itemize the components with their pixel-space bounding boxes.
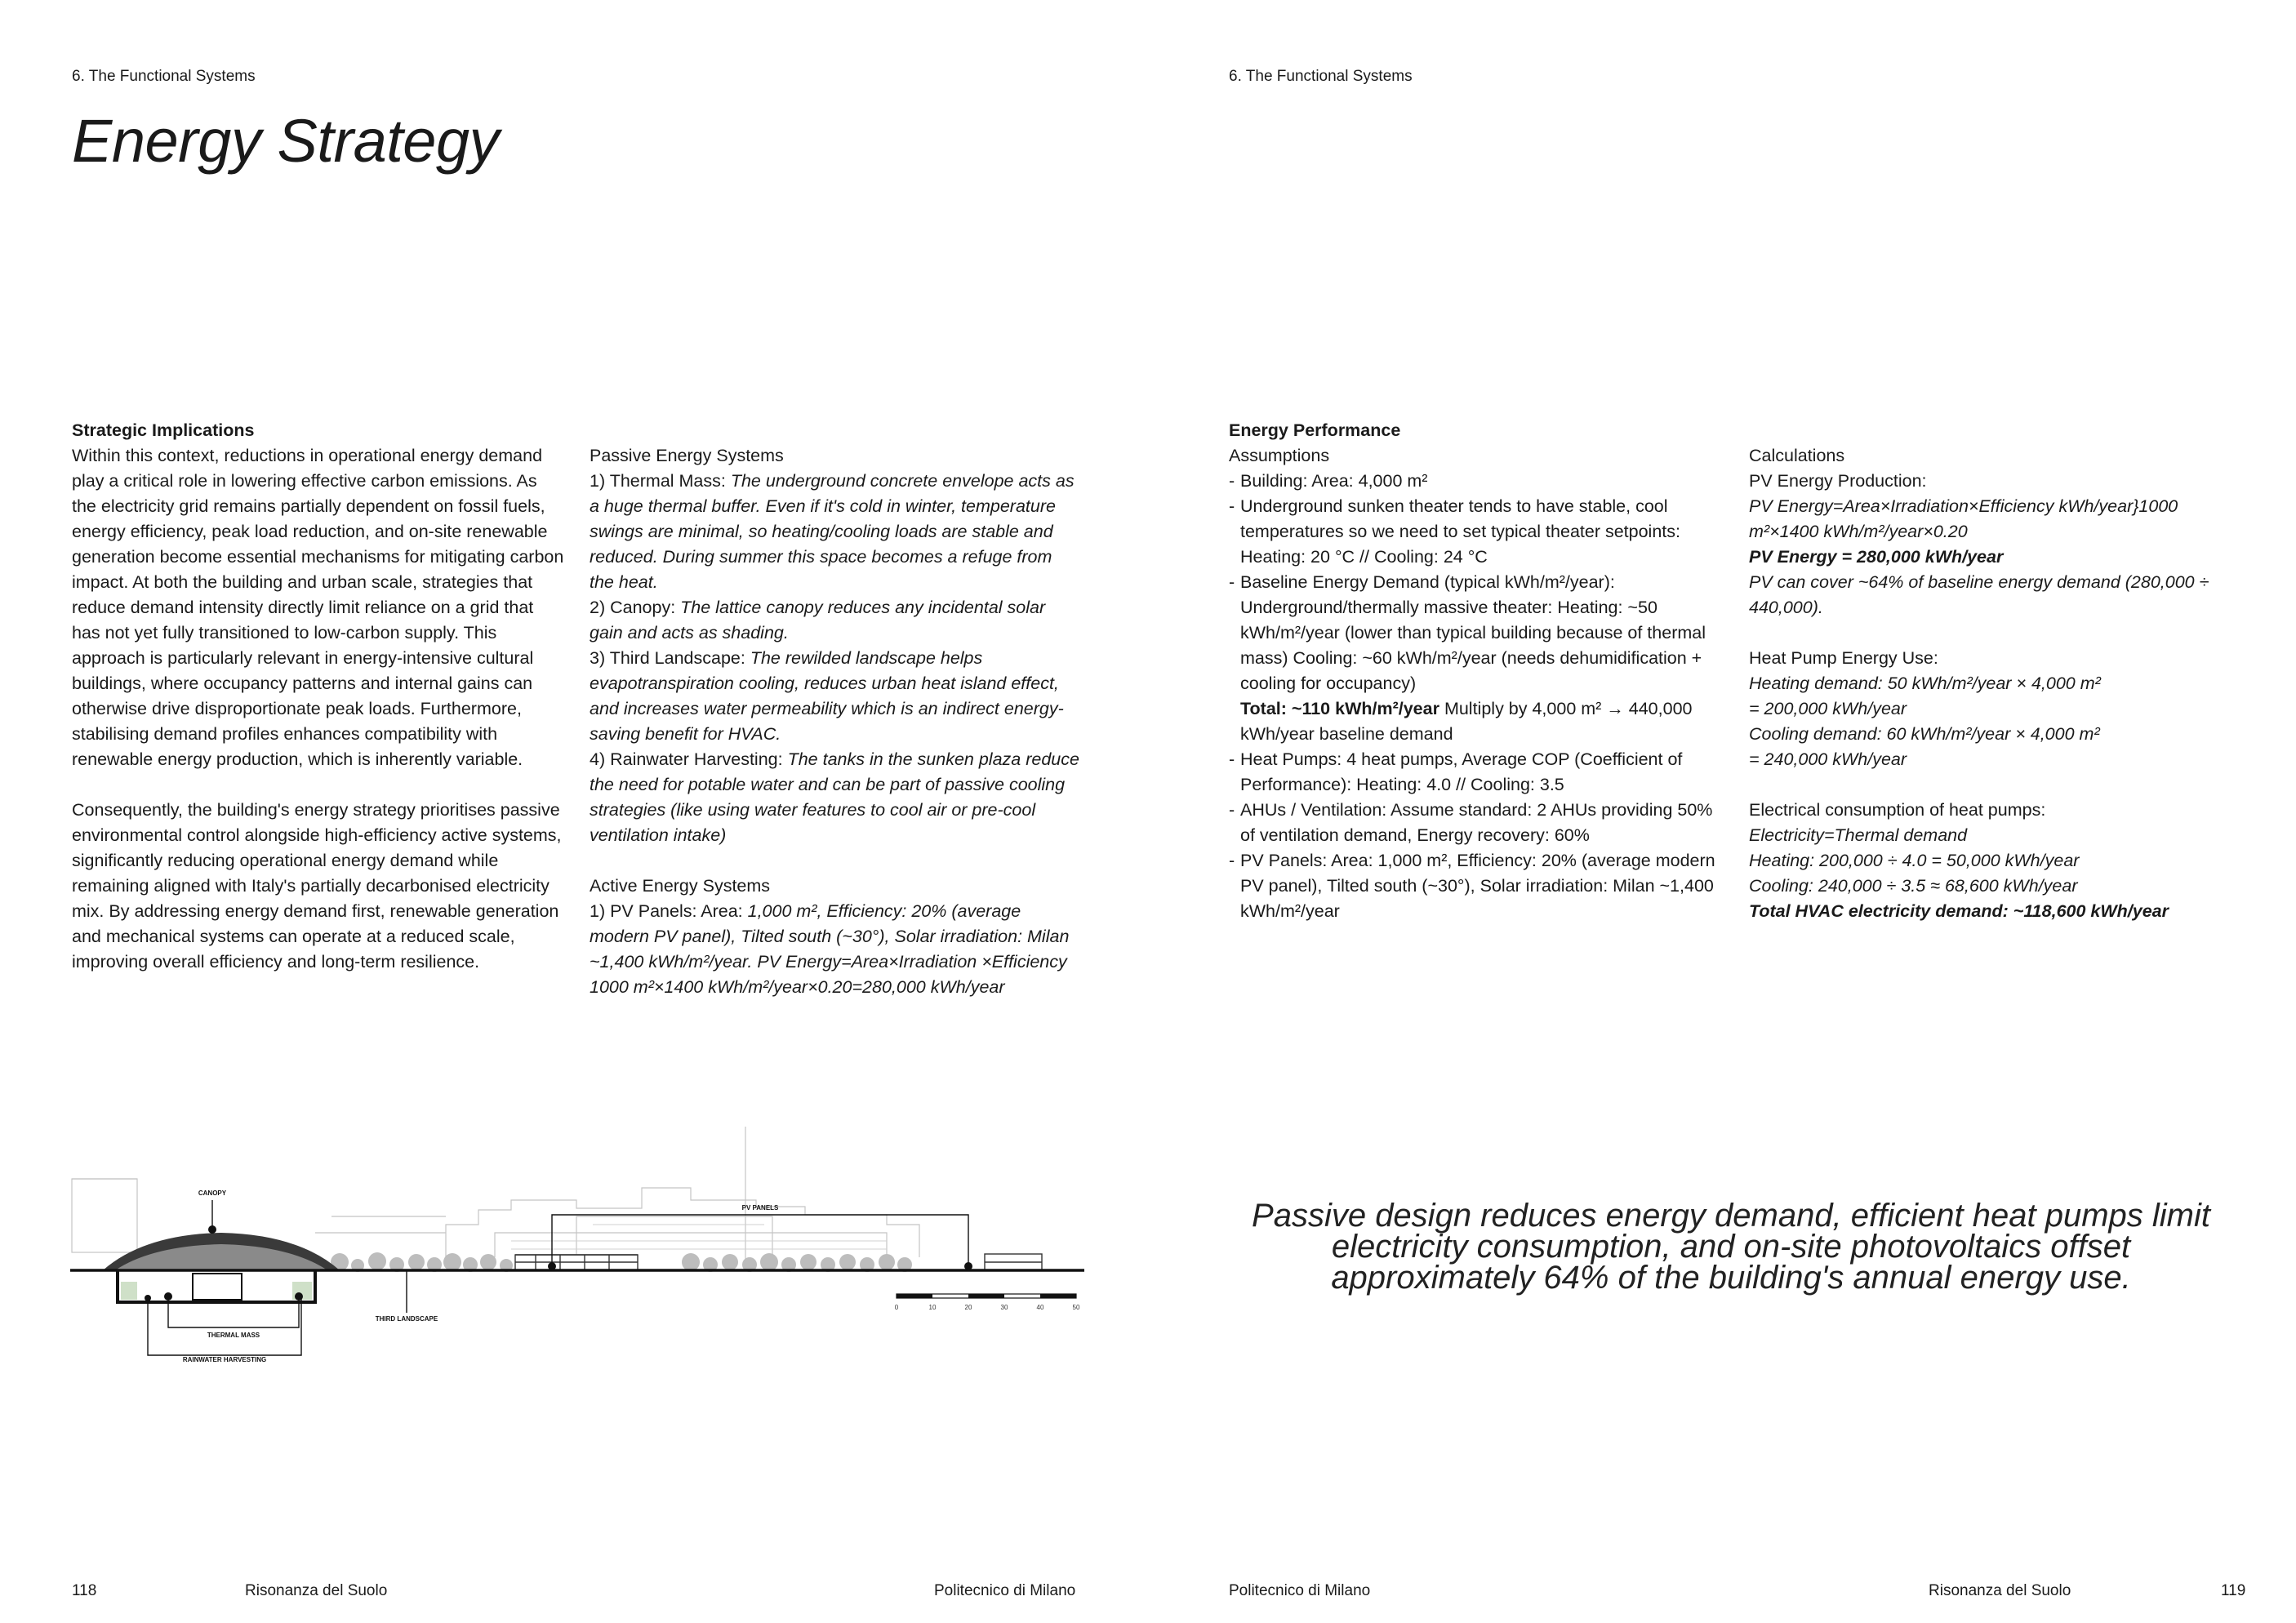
label-rainwater-harvesting: RAINWATER HARVESTING: [182, 1356, 267, 1363]
pv-production-heading: PV Energy Production:: [1749, 471, 1927, 491]
assumptions-heading: Assumptions: [1229, 446, 1330, 465]
assumptions-list: [1229, 469, 1719, 924]
pull-quote: Passive design reduces energy demand, efficient heat pumps limit electricity consumption, and on-site photovoltaics offset approximately 64% of the building's annual energy use.: [1252, 1198, 2210, 1296]
assumption-ahus: - AHUs / Ventilation: Assume standard: 2 AHUs providing 50% of ventilation demand, Energy recovery: 60%: [1229, 798, 1719, 848]
passive-systems-heading: Passive Energy Systems: [590, 446, 784, 465]
footer-book-left: Risonanza del Suolo: [245, 1582, 388, 1599]
strategic-implications-column: [72, 418, 566, 975]
calculations-column: [1749, 443, 2247, 924]
footer-book-right: Risonanza del Suolo: [1929, 1582, 2071, 1599]
building-section-drawing: [70, 1118, 1091, 1363]
assumption-setpoints: - Underground sunken theater tends to have stable, cool temperatures so we need to set typical theater setpoints: Heating: 20 °C // Cooling: 24 °C: [1229, 494, 1719, 570]
baseline-total: Total: ~110 kWh/m²/year Multiply by 4,000 m² → 440,000 kWh/year baseline demand: [1240, 699, 1693, 744]
hvac-total: Total HVAC electricity demand: ~118,600 kWh/year: [1749, 901, 2169, 921]
active-systems-heading: Active Energy Systems: [590, 876, 771, 896]
scale-tick-30: 30: [1000, 1304, 1008, 1311]
scale-tick-0: 0: [894, 1304, 899, 1311]
electrical-line: Heating: 200,000 ÷ 4.0 = 50,000 kWh/year: [1749, 851, 2080, 870]
passive-item-rainwater: 4) Rainwater Harvesting: The tanks in the sunken plaza reduce the need for potable water and can be part of passive cooling strategies (like using water features to cool air or pre-cool ventilation intake): [590, 749, 1079, 845]
assumption-heat-pumps: - Heat Pumps: 4 heat pumps, Average COP (Coefficient of Performance): Heating: 4.0 // Cooling: 3.5: [1229, 747, 1719, 798]
scale-tick-20: 20: [964, 1304, 972, 1311]
strategic-paragraph-2: Consequently, the building's energy strategy prioritises passive environmental control alongside high-efficiency active systems, significantly reducing operational energy demand while remaining aligned with Italy's partially decarbonised electricity mix. By addressing energy demand first, renewable generation and mechanical systems can operate at a reduced scale, improving overall efficiency and long-term resilience.: [72, 800, 562, 972]
chapter-label-right: 6. The Functional Systems: [1229, 68, 1413, 85]
scale-tick-10: 10: [928, 1304, 937, 1311]
page-number-right: 119: [2221, 1582, 2246, 1599]
assumption-pv-panels: - PV Panels: Area: 1,000 m², Efficiency: 20% (average modern PV panel), Tilted south (~30°), Solar irradiation: Milan ~1,400 kWh/m²/year: [1229, 848, 1719, 924]
scale-tick-50: 50: [1072, 1304, 1080, 1311]
active-item-pv: 1) PV Panels: Area: 1,000 m², Efficiency: 20% (average modern PV panel), Tilted south (~30°), Solar irradiation: Milan ~1,400 kWh/m²/year. PV Energy=Area×Irradiation ×Efficiency 1000 m²×1400 kWh/m²/year×0.20=280,000 kWh/year: [590, 901, 1070, 997]
theater-pavilion: [515, 1254, 1042, 1270]
electrical-line: Cooling: 240,000 ÷ 3.5 ≈ 68,600 kWh/year: [1749, 876, 2078, 896]
pv-coverage: PV can cover ~64% of baseline energy demand (280,000 ÷ 440,000).: [1749, 572, 2209, 617]
heat-pump-line: Heating demand: 50 kWh/m²/year × 4,000 m²: [1749, 674, 2101, 693]
electrical-line: Electricity=Thermal demand: [1749, 825, 1968, 845]
annotation-lines: [148, 1200, 968, 1355]
label-pv-panels: PV PANELS: [741, 1204, 779, 1212]
strategic-paragraph-1: Within this context, reductions in operational energy demand play a critical role in lowering effective carbon emissions. As the electricity grid remains partially dependent on fossil fuels, energy efficiency, peak load reduction, and on-site renewable generation become essential mechanisms for mitigating carbon impact. At both the building and urban scale, strategies that reduce demand intensity directly limit reliance on a grid that has not yet fully transitioned to low-carbon supply. This approach is particularly relevant in energy-intensive cultural buildings, where occupancy patterns and internal gains can otherwise drive disproportionate peak loads. Furthermore, stabilising demand profiles enhances compatibility with renewable energy production, which is inherently variable.: [72, 446, 564, 769]
systems-column: [590, 443, 1079, 1000]
heat-pump-line: = 200,000 kWh/year: [1749, 699, 1907, 718]
assumption-baseline: - Baseline Energy Demand (typical kWh/m²/year): Underground/thermally massive theater: Heating: ~50 kWh/m²/year (lower than typical building because of thermal mass) Cooling: ~60 kWh/m²/year (needs dehumidification + cooling for occupancy) Total: ~110 kWh/m²/year Multiply by 4,000 m² → 440,000 kWh/year baseline demand: [1229, 570, 1719, 747]
heat-pump-heading: Heat Pump Energy Use:: [1749, 648, 1938, 668]
pv-formula: PV Energy=Area×Irradiation×Efficiency kWh/year}1000 m²×1400 kWh/m²/year×0.20: [1749, 496, 2178, 541]
scale-tick-40: 40: [1036, 1304, 1044, 1311]
passive-item-thermal-mass: 1) Thermal Mass: The underground concrete envelope acts as a huge thermal buffer. Even if it's cold in winter, temperature swings are minimal, so heating/cooling loads are stable and reduced. During summer this space becomes a refuge from the heat.: [590, 471, 1075, 592]
label-third-landscape: THIRD LANDSCAPE: [375, 1315, 438, 1323]
passive-item-third-landscape: 3) Third Landscape: The rewilded landscape helps evapotranspiration cooling, reduces urban heat island effect, and increases water permeability which is an indirect energy-saving benefit for HVAC.: [590, 648, 1064, 744]
calculations-heading: Calculations: [1749, 446, 1845, 465]
assumption-building: - Building: Area: 4,000 m²: [1229, 469, 1719, 494]
footer-school-right: Politecnico di Milano: [1229, 1582, 1371, 1599]
canopy-dome: [103, 1233, 340, 1270]
label-thermal-mass: THERMAL MASS: [207, 1332, 260, 1339]
page-number-left: 118: [72, 1582, 97, 1599]
label-canopy: CANOPY: [198, 1189, 227, 1197]
pv-result: PV Energy = 280,000 kWh/year: [1749, 547, 2004, 567]
heat-pump-line: Cooling demand: 60 kWh/m²/year × 4,000 m²: [1749, 724, 2100, 744]
scale-bar: [895, 1294, 1080, 1311]
background-windows: [511, 1225, 887, 1249]
energy-performance-column: [1229, 418, 1719, 924]
footer-school-left: Politecnico di Milano: [934, 1582, 1076, 1599]
chapter-label-left: 6. The Functional Systems: [72, 68, 256, 85]
energy-performance-heading: Energy Performance: [1229, 420, 1401, 440]
passive-item-canopy: 2) Canopy: The lattice canopy reduces any incidental solar gain and acts as shading.: [590, 598, 1046, 643]
heat-pump-line: = 240,000 kWh/year: [1749, 749, 1907, 769]
electrical-heading: Electrical consumption of heat pumps:: [1749, 800, 2046, 820]
page-title: Energy Strategy: [72, 107, 500, 175]
strategic-implications-heading: Strategic Implications: [72, 420, 255, 440]
